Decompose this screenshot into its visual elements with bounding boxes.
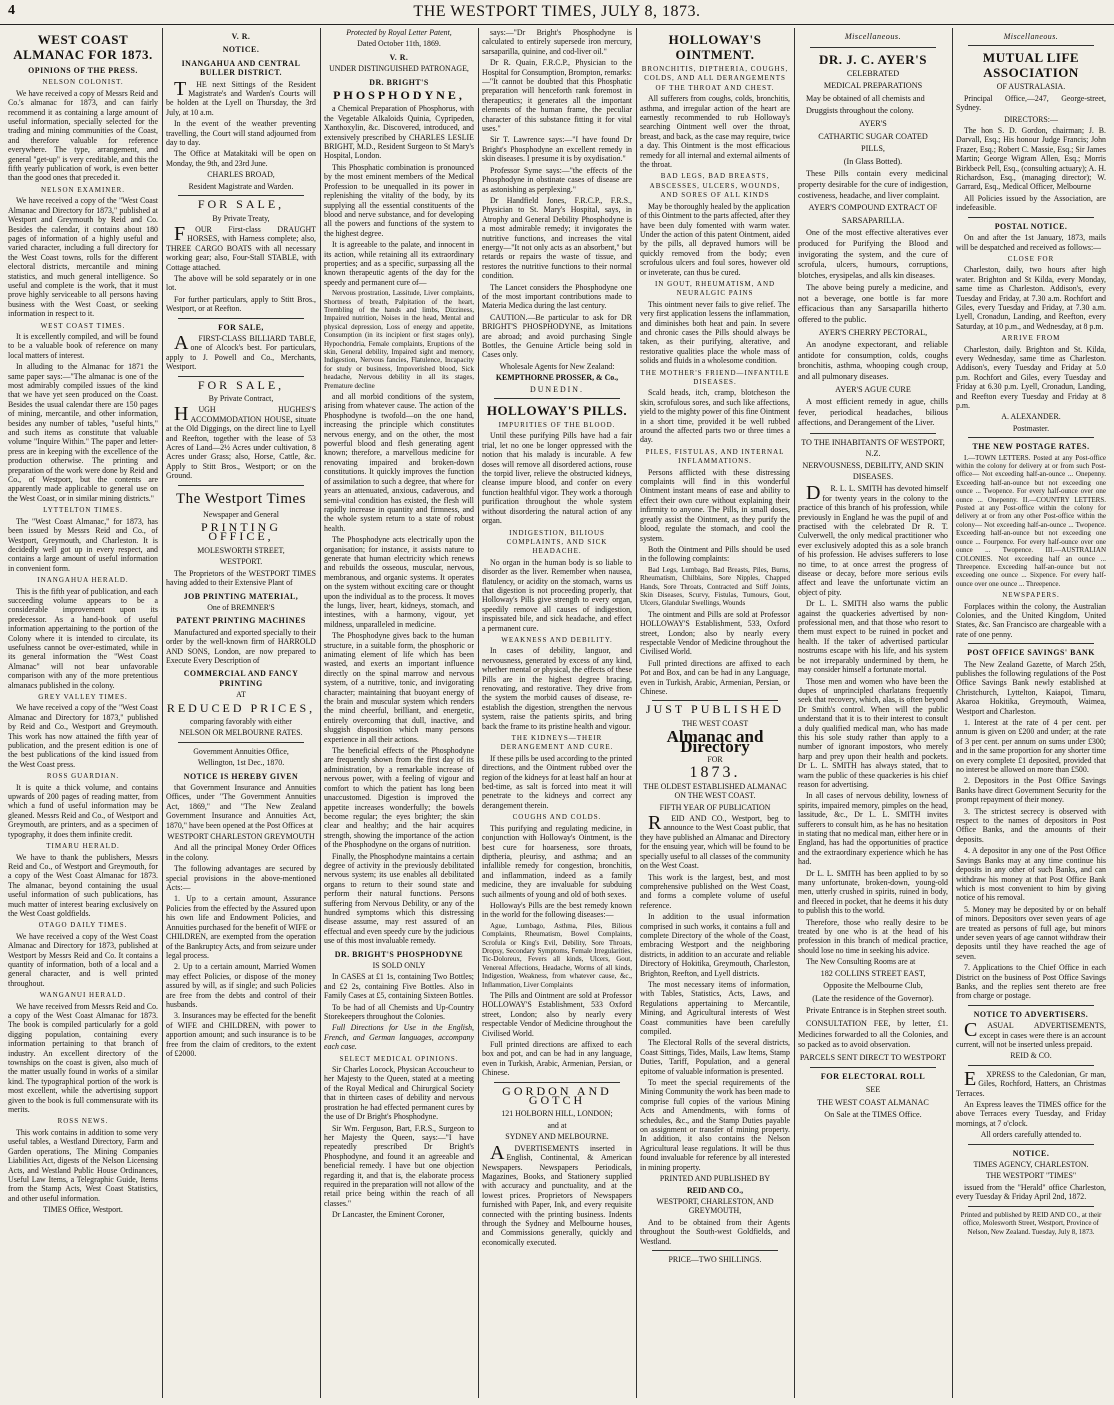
paragraph: In addition to the usual information comprised in such works, it contains a full and complete Directory of the whole of the Coast, embracing Westport and the neighboring districts, in addition to an accurate and reliable Directory of Hokitika, Greymouth, Charleston, Brighton, Reefton, and Lyell districts. — [640, 912, 790, 978]
paragraph: A most efficient remedy in ague, chills fever, periodical headaches, bilious affections, and Derangement of the Liver. — [798, 397, 948, 428]
paragraph: Scald heads, itch, cramp, blotcheson the skin, scrofulous sores, and such like affections, yield to the mighty power of this fine Ointment in a short time, provided it be well rubbed around the affected parts two or three times a day. — [640, 388, 790, 445]
paragraph: To meet the special requirements of the Mining Community the work has been made to comprise full copies of the various Mining Acts and Amendments, with forms of schedules, &c., and the Stamp Duties payable on assignment or transfer of mining property. In addition, it also contains the Nelson Agricultural lease regulations. It will be thus found invaluable for reference by all interested in mining property. — [640, 1078, 790, 1172]
paragraph: Sir T. Lawrence says:—"I have found Dr Bright's Phosphodyne an excellent remedy in skin diseases. I presume it is by oxydisation." — [482, 135, 632, 164]
paragraph: CASUAL ADVERTISEMENTS, except in cases were there is an account current, will not be inserted unless prepaid. — [956, 1019, 1106, 1049]
address: 121 HOLBORN HILL, LONDON; — [501, 1109, 613, 1119]
divider — [178, 742, 304, 743]
divider — [968, 1065, 1094, 1066]
divider — [178, 318, 304, 319]
divider — [810, 1067, 936, 1068]
for-sale-heading: FOR SALE, — [197, 377, 285, 392]
paragraph: If these pills be used according to the printed directions, and the Ointment rubbed over the region of the kidneys for at least half an hour at bed-time, as salt is forced into meat it will penetrate to the kidneys and correct any derangement therein. — [482, 753, 632, 810]
royal-cipher: V. R. — [389, 52, 409, 62]
text: On Sale at the TIMES Office. — [824, 1110, 922, 1120]
electoral-roll-heading: FOR ELECTORAL ROLL — [820, 1072, 926, 1082]
paragraph: Full Directions for Use in the English, French, and German languages, accompany each case. — [324, 1023, 474, 1052]
paragraph: 3. The strictest secrecy is observed with respect to the names of depositors in Post Office Banks, and the amounts of their deposits. — [956, 806, 1106, 844]
column-7 — [956, 28, 1106, 1398]
paragraph: The Proprietors of the WESTPORT TIMES having added to their Extensive Plant of — [166, 568, 316, 588]
paragraph: a Chemical Preparation of Phosphorus, with the Vegetable Alkaloids Quinia, Cypripeden, Xanthoxylin, &c. Discovered, introduced, and extensively prescribed by CHARLES LESLIE BRIGHT, M.D., Resident Surgeon to St Mary's Hospital, London. — [324, 104, 474, 161]
paragraph: And to be obtained from their Agents throughout the South-west Goldfields, and Westland. — [640, 1217, 790, 1246]
source-label: NELSON COLONIST. — [42, 78, 124, 87]
paragraph: The New Consulting Rooms are at — [806, 957, 916, 967]
machines-heading: PATENT PRINTING MACHINES — [176, 616, 306, 626]
signature: REID & CO. — [1010, 1051, 1052, 1061]
paragraph: EXPRESS to the Caledonian, Gr man, Giles, Rochford, Hatters, an Christmas Terraces. — [956, 1067, 1106, 1098]
paragraph: The Office at Matakitaki will be open on Monday, the 9th, and 23rd June. — [166, 149, 316, 168]
paragraph: May be obtained of all chemists and — [806, 93, 925, 103]
paragraph: Manufactured and exported specially to their order by the well-known firm of HARROLD AND SONS, London, are now prepared to Execute Every Description of — [166, 627, 316, 665]
patent-line: Protected by Royal Letter Patent, — [346, 28, 452, 37]
paragraph: AFIRST-CLASS BILLIARD TABLE, one of Alcock's best. For particulars, apply to J. Powell and Co., Merchants, Westport. — [166, 331, 316, 372]
divider — [810, 433, 936, 434]
paragraph: The New Zealand Gazette, of March 25th, publishes the following regulations of the Post Office Savings Bank newly established at Christchurch, Lyttelton, Kaiapoi, Timaru, Akaroa Hokitika, Greymouth, Waimea, Westport and Charleston. — [956, 659, 1106, 716]
notice-heading: NOTICE. — [222, 45, 260, 55]
paragraph: HUGH HUGHES'S ACCOMMODATION HOUSE, situate at the Old Diggings, on the direct line to Lyell and Reefton, together with the lease of 53 Acres of Land—2½ Acres under cultivation, 8 Acres under Grass; also, Horse, Cattle, &c. Apply to Stitt Bros., Westport; or on the Ground. — [166, 403, 316, 481]
disease-list: Ague, Lumbago, Asthma, Piles, Bilious Complaints, Rheumatism, Bowel Complaints, Scrofula or King's Evil, Debility, Sore Throats, Dropsy, Secondary Symptoms, Female Irregularities, Tic-Doloreux, Fevers all kinds, Ulcers, Gout, Venereal Affections, Headache, Worms of all kinds, Indigestion, Weakness, from whatever cause, &c., Inflammation, Liver Complaints — [482, 921, 632, 989]
paragraph: The Lancet considers the Phosphodyne one of the most important contributions made to Materia Medica during the last century. — [482, 282, 632, 311]
paragraph: This work is the largest, best, and most comprehensive published on the West Coast, and forms a complete volume of useful reference. — [640, 872, 790, 910]
paragraph: In cases of debility, languor, and nervousness, generated by excess of any kind, whether mental or physical, the effects of these Pills are in the highest degree bracing, renovating, and restorative. They drive from the system the morbid causes of disease, re-establish the digestion, strengthen the nervous system, raise the patients spirits, and bring back the frame to its pristine health and vigour. — [482, 646, 632, 731]
price: PRICE—TWO SHILLINGS. — [668, 1254, 762, 1264]
paragraph: We have received from Messrs Reid and Co. a copy of the West Coast Almanac for 1873. The book is compiled particularly for a gold digging population, containing every information pertaining to that branch of industry. An excellent directory of the townships on the coast is given, also much of the matter usually found in works of a similar kind. The typographical portion of the work is most excellent, while the advertising support given to the book is full commensurate with its merits. — [8, 1001, 158, 1115]
paragraph: For further particulars, apply to Stitt Bros., Westport, or at Reefton. — [166, 294, 316, 314]
paragraph: And all the principal Money Order Offices in the colony. — [166, 843, 316, 862]
paragraph: The following advantages are secured by special provisions in the above-mentioned Acts:— — [166, 864, 316, 893]
year: 1873. — [689, 764, 741, 782]
paragraph: The beneficial effects of the Phosphodyne are frequently shown from the first day of its administration, by a remarkable increase of nervous power, with a feeling of vigour and comfort to which the patient has long been unaccustomed. Digestion is improved the appetite increases wonderfully; the bowels become regular; the eyes brighter; the skin clear and healthy; and the hair acquires strength, showing the importance of the action of the Phosphodyne on the organs of nutrition. — [324, 746, 474, 850]
source-label: WANGANUI HERALD. — [39, 991, 127, 1000]
text: TIMES AGENCY, CHARLESTON. — [973, 1160, 1089, 1170]
paragraph: On and after the 1st January, 1873, mails will be despatched and received as follows:— — [956, 233, 1106, 252]
paragraph: The most necessary items of information, with Tables, Statistics, Acts, Laws, and Regulations appertaining to Mercantile, Mining, and Agricultural interests of West Coast communities have been carefully compiled. — [640, 979, 790, 1036]
paragraph: In the event of the weather preventing travelling, the Court will stand adjourned from day to day. — [166, 119, 316, 148]
text: AT — [236, 690, 246, 700]
paragraph: that Government Insurance and Annuities Offices, under "The Government Annuities Act, 1869," and "The New Zealand Government Insurance and Annuities Act, 1870," have been opened at the Post Offices at — [166, 783, 316, 830]
paragraph: We have to thank the publishers, Messrs Reid and Co., of Westport and Greymouth, for a copy of the West Coast Almanac for 1873. The almanac, beyond containing the usual useful information of such publications, has much matter of interest bearing exclusively on the West Coast goldfields. — [8, 852, 158, 918]
paragraph: 4. A depositor in any one of the Post Office Savings Banks may at any time continue his deposits in any other of such Banks, and can withdraw his money at that Post Office Bank which is most convenient to him by giving notice of his removal. — [956, 846, 1106, 903]
text: SARSAPARILLA. — [841, 215, 905, 225]
savings-bank-heading: POST OFFICE SAVINGS' BANK — [967, 648, 1095, 658]
divider — [968, 437, 1094, 438]
source-label: NELSON EXAMINER. — [40, 185, 126, 194]
opinions-heading: SELECT MEDICAL OPINIONS. — [339, 1054, 459, 1063]
almanac-heading: WEST COAST ALMANAC FOR 1873. — [13, 32, 153, 62]
source-label: OTAGO DAILY TIMES. — [38, 921, 128, 930]
text: CATHARTIC SUGAR COATED — [818, 131, 928, 141]
divider — [968, 1005, 1094, 1006]
product-heading: DR. BRIGHT'S PHOSPHODYNE — [334, 949, 464, 959]
paragraph: Holloway's Pills are the best remedy known in the world for the following diseases:— — [482, 900, 632, 920]
signature: A. ALEXANDER. — [1001, 412, 1061, 422]
just-published-heading: JUST PUBLISHED — [645, 702, 785, 717]
town: WESTPORT. — [219, 557, 263, 567]
paragraph: The Phosphodyne acts electrically upon the organisation; for instance, it assists nature to generate that human electricity which renews and rebuilds the osseous, muscular, nervous, membranous, and organic systems. It operates on the system without exciting care or thought upon the individual as to the process. It moves the lungs, liver, heart, kidneys, stomach, and intestines, with a harmony, vigour, yet mildness, unparalleled in medicine. — [324, 535, 474, 629]
paragraph: Finally, the Phosphodyne maintains a certain degree of activity in the previously debilitated nervous system; its use enables all debilitated organs to return to their sound state and perform their natural functions. Persons suffering from Nervous Debility, or any of the hundred symptoms which this distressing disease assume, may rest assured of an effectual and even speedy cure by the judicious use of this most invaluable remedy. — [324, 851, 474, 946]
section-heading: IMPURITIES OF THE BLOOD. — [498, 421, 616, 430]
paragraph: Dr L. L. SMITH has been applied to by so many unfortunate, broken-down, young-old men, utterly crushed in spirits, ruined in body, and fleeced in pocket, that he deems it his duty to publish this to the world. — [798, 868, 948, 916]
section-heading: NEWSPAPERS. — [1002, 591, 1060, 600]
text: Wholesale Agents for New Zealand: — [499, 361, 615, 371]
holloway-pills-heading: HOLLOWAY'S PILLS. — [486, 403, 628, 419]
subtitle: Newspaper and General — [203, 509, 279, 519]
paragraph: It is agreeable to the palate, and innocent in its action, while retaining all its extraordinary properties; and as a specific, surpassing all the known therapeutic agents of the day for the speedy and permanent cure of— — [324, 240, 474, 287]
text: THE WEST COAST — [681, 718, 749, 728]
text: THE WEST COAST ALMANAC — [817, 1097, 929, 1107]
column-6 — [798, 28, 948, 1398]
paragraph: ADVERTISEMENTS inserted in English, Continental, & American Newspapers. Newspapers Periodicals, Magazines, Books, and Stationery supplied with accuracy and punctuality, and at the lowest prices. Proprietors of Newspapers furnished with Paper, Ink, and every requisite connected with the printing business. Indents through the Sydney and Melbourne houses, and Commissions generally, quickly and economically executed. — [482, 1141, 632, 1247]
section-heading: INDIGESTION, BILIOUS COMPLAINTS, AND SICK HEADACHE. — [506, 528, 608, 556]
divider — [494, 1082, 620, 1083]
paragraph: Druggists throughout the colony. — [806, 106, 914, 116]
paragraph: An anodyne expectorant, and reliable antidote for consumption, colds, coughs bronchitis, asthma, whooping cough croup, and all pulmonary diseases. — [798, 340, 948, 382]
divider — [178, 376, 304, 377]
text: DIRECTORS:— — [1004, 114, 1058, 124]
signature-title: Postmaster. — [1012, 423, 1050, 433]
sale-type: By Private Treaty, — [212, 213, 270, 223]
text: NERVOUSNESS, DEBILITY, AND SKIN DISEASES. — [802, 461, 944, 481]
text: AYER'S — [859, 118, 887, 128]
section-heading: BRONCHITIS, DIPTHERIA, COUGHS, COLDS, AND ALL DERANGEMENTS OF THE THROAT AND CHEST. — [641, 65, 789, 92]
paragraph: The "West Coast Almanac," for 1873, has been issued by Messrs Reid and Co., of Westport, Greymouth, and Charleston. It is decidedly well got up in every respect, and contains a large amount of useful information in convenient form. — [8, 516, 158, 573]
paragraph: CONSULTATION FEE, by letter, £1. Medicines forwarded to all the Colonies, and so packed as to avoid observation. — [798, 1019, 948, 1050]
paragraph: says:—"Dr Bright's Phosphodyne is calculated to entirely supersede iron mercury, sarsaparilla, quinine, and cod-liver oil." — [482, 28, 632, 56]
ailment-list: Nervous prostration, Lassitude, Liver complaints, Shortness of breath, Palpitation of the heart, Trembling of the hands and limbs, Dizziness, Impaired nutrition, Noises in the head, Mental and physical depression, Loss of energy and appetite, Consumption (in its incipient or first stages only), Hypochondria, Female complaints, Eruptions of the skin, General debility, Impaired sight and memory, Indigestion, Nervous fancies, Flatulence, Incapacity for study or business, Impoverished blood, Sick headache, Nervous debility in all its stages, Premature decline — [324, 289, 474, 390]
text: THE OLDEST ESTABLISHED ALMANAC ON THE WEST COAST. — [643, 781, 787, 801]
divider — [968, 1144, 1094, 1145]
imprint: Printed and published by REID AND CO., at their office, Molesworth Street, Westport, Province of Nelson, New Zealand. Tuesday, July 8, 1873. — [960, 1210, 1102, 1236]
divider — [178, 485, 304, 486]
source-label: LYTTELTON TIMES. — [43, 506, 123, 515]
source-label: WEST COAST TIMES. — [40, 321, 126, 330]
paragraph: The Phosphodyne gives back to the human structure, in a suitable form, the phosphoric or animating element of life which has been wasted, and exerts an important influence directly on the spinal marrow and nervous system, of a nutritive, tonic, and invigorating character; maintaining that buoyant energy of the brain and muscular system which renders the mind cheerful, brilliant, and energetic, entirely overcoming that dull, inactive, and sluggish disposition which many persons experience in all their actions. — [324, 631, 474, 744]
paragraph: May be thoroughly healed by the application of this Ointment to the parts affected, after they have been duly fomented with warm water. Under the action of this patent Ointment, aided by the pills, all depraved humors will be quickly removed from the body; even scrofulous ulcers and foul sores, however old or inveterate, can thus be cured. — [640, 201, 790, 277]
column-rule — [320, 28, 321, 1398]
paragraph: Therefore, those who really desire to be treated by one who is at the head of his profession in this branch of medical practice, should lose no time in seeking his advice. — [798, 917, 948, 955]
column-rule — [952, 28, 953, 1398]
source-label: INANGAHUA HERALD. — [37, 576, 129, 585]
text: AYER'S CHERRY PECTORAL, — [818, 327, 928, 337]
paragraph: In all cases of nervous debility, lowness of spirits, impaired memory, pimples on the head, lassitude, &c., Dr L. L. SMITH invites sufferers to consult him, as he has no hesitation in stating that no medical man, either here or in England, has had the opportunities of practice and the extraordinary experience which he has had. — [798, 791, 948, 867]
postal-notice-heading: POSTAL NOTICE. — [994, 221, 1068, 231]
divider — [652, 700, 778, 701]
westport-times-title: The Westport Times — [175, 490, 307, 507]
newspaper-title: THE WESTPORT TIMES, JULY 8, 1873. — [413, 3, 701, 20]
paragraph: THE next Sittings of the Resident Magistrate's and Warden's Courts will be holden at the Lyell on Thursday, the 3rd July, at 10 a.m. — [166, 77, 316, 117]
paragraph: This purifying and regulating medicine, in conjunction with Holloway's Ointment, is the best cure for hoarseness, sore throats, diptheria, pleurisy, and asthma; and an infallible remedy for congestion, bronchitis, and inflammation, indeed as a family medicine, they are invaluable for subduing such ailments of young and old of both sexes. — [482, 823, 632, 899]
text: All orders carefully attended to. — [980, 1130, 1082, 1140]
ayer-heading: DR. J. C. AYER'S — [819, 51, 927, 67]
paragraph: An Express leaves the TIMES office for the above Terraces every Tuesday, and Friday mornings, at 7 o'clock. — [956, 1100, 1106, 1128]
paragraph: DR. L. L. SMITH has devoted himself for twenty years in the colony to the practice of this branch of his profession, while previously in England he was the pupil of and practised with the celebrated Dr R. T. Culverwell, the only medical practitioner who ever exclusively adopted this as a sole branch of his profession. He advises sufferers to lose no time, to at once arrest the progress of disease or decay, before more serious evils affect and leave the unfortunate victim an object of pity. — [798, 482, 948, 597]
divider — [494, 398, 620, 399]
text: and at — [547, 1120, 567, 1130]
text: (In Glass Botted). — [843, 156, 903, 166]
paragraph: and all morbid conditions of the system, arising from whatever cause. The action of the Phosphodyne is twofold—on the one hand, increasing the principle which constitutes nervous energy, and on the other, the most powerful blood and flesh generating agent known; therefore, a marvellous medicine for renovating impaired and broken-down constitutions. It quickly improves the function of assimilation to such a degree, that where for years an attenuated, anxious, cadaverous, and semi-vital condition has existed, the flesh will rapidly increase in quantity and firmness, and the whole system return to a state of robust health. — [324, 392, 474, 533]
towns: WESTPORT CHARLESTON GREYMOUTH — [167, 832, 315, 842]
paragraph: 2. Depositors in the Post Office Savings Banks have direct Government Security for the prompt repayment of their money. — [956, 776, 1106, 805]
paragraph: REID AND CO., Westport, beg to announce to the West Coast public, that they have published an Almanac and Directory for the ensuing year, which will be found to be specially useful to all classes of the community on the West Coast. — [640, 812, 790, 871]
paragraph: We have received a copy of the West Coast Almanac and Directory for 1873, published at Westport by Messrs Reid and Co. It contains a quantity of information, both of a local and a general character, and is well printed throughout. — [8, 931, 158, 988]
paragraph: One of the most effective alteratives ever produced for Purifying the Blood and invigorating the system, and the cure of scrofula, ulcers, humours, corruptions, blotches, erysipelas, and alls kin diseases. — [798, 228, 948, 280]
page-number: 4 — [8, 3, 15, 18]
paragraph: These Pills contain every medicinal property desirable for the cure of indigestion, costiveness, headache, and liver complaint. — [798, 169, 948, 200]
source-label: GREY VALLEY TIMES. — [38, 693, 128, 701]
list-item: 1. Up to a certain amount, Assurance Policies from the effected by the Assured upon his own life and Endowment Policies, and Annuities purchased for the benefit of WIFE or CHILDREN, are exempted from the operation of the Bankruptcy Acts, and from seizure under legal process. — [166, 894, 316, 960]
rates-list: I.—TOWN LETTERS. Posted at any Post-office within the colony for delivery at or from such Post-office— Not exceeding half-an-ounce ... Onepenny. Exceeding half-an-ounce but not exceeding one ounce ... Twopence. For every half-ounce over one ounce ... Onepenny. II.—COUNTRY LETTERS. Posted at any Post-office within the colony for delivery at or from any other Post-office within the colony— Not exceeding half-an-ounce ... Twopence. Exceeding half-an-ounce but not exceeding one ounce ... Fourpence. For every half-ounce over one ounce ... Twopence. III.—AUSTRALIAN COLONIES. Not exceeding half an ounce ... Threepence. Exceeding half-an-ounce but not exceeding one ounce ... Sixpence. For every half-ounce over one ounce ... Threepence. — [956, 453, 1106, 588]
text: CELEBRATED — [846, 68, 900, 78]
director-list: The hon S. D. Gordon, chairman; J. B. Darvall, Esq.; His honour Judge Francis; John Frazer, Esq.; Robert C. Massie, Esq.; Sir James Martin; George Wigram Allen, Esq.; Morris Birkbeck Pell, Esq., (consulting actuary); A. H. Richardson, Esq., (managing director); W. Garrard, Esq., Medical Officer, Melbourne — [956, 126, 1106, 192]
column-5 — [640, 28, 790, 1398]
advertisers-notice-heading: NOTICE TO ADVERTISERS. — [973, 1009, 1089, 1019]
patronage-line: UNDER DISTINGUISHED PATRONAGE, — [329, 64, 469, 74]
mutual-life-heading: MUTUAL LIFE ASSOCIATION — [982, 50, 1080, 81]
paragraph: To be had of all Chemists and Up-Country Storekeepers throughout the Colonies. — [324, 1002, 474, 1022]
paragraph: issued from the "Herald" office Charleston, every Tuesday & Friday April 2nd, 1872. — [956, 1182, 1106, 1202]
royal-cipher: V. R. — [231, 32, 251, 41]
office-footer: TIMES Office, Westport. — [43, 1205, 123, 1215]
miscellaneous-heading: Miscellaneous. — [844, 32, 902, 41]
paragraph: Dr Lancaster, the Eminent Coroner, — [332, 1210, 445, 1220]
gordon-gotch-heading: GORDON AND GOTCH — [502, 1083, 612, 1108]
section-heading: THE KIDNEYS—THEIR DERANGEMENT AND CURE. — [500, 734, 614, 752]
paragraph: Full printed directions are affixed to each Pot and Box, and can be had in any Language, even in Turkish, Arabic, Armenian, Persian, or Chinese. — [640, 658, 790, 696]
divider — [652, 1250, 778, 1251]
paragraph: 7. Applications to the Chief Office in each District on the business of Post Office Savings Banks, and the replies sent thereto are free from charge or postage. — [956, 963, 1106, 1001]
paragraph: 5. Money may be deposited by or on behalf of minors. Depositors over seven years of age are treated as persons of full age, but minors under seven years of age cannot withdraw their deposits until they have reached the age of seven. — [956, 904, 1106, 961]
paragraph: Full printed directions are affixed to each box and pot, and can be had in any language, even in Turkish, Arabic, Armenian, Persian, or Chinese. — [482, 1040, 632, 1078]
paragraph: In CASES at £1 1s, containing Two Bottles; and £2 2s, containing Five Bottles. Also in Family Cases at £5, containing Sixteen Bottles. — [324, 972, 474, 1001]
section-heading: PILES, FISTULAS, AND INTERNAL INFLAMMATIONS. — [645, 447, 785, 466]
product-heading: DR. BRIGHT'S — [369, 77, 429, 87]
street: MOLESWORTH STREET, — [197, 545, 285, 555]
paragraph: Dr Handfield Jones, F.R.C.P., F.R.S., Physician to St. Mary's Hospital, says, in Atrophy and General Debility Phosphodyne is a most admirable remedy; it invigorates the nutritive functions, and increases the vital energy—"It not only acts as an absorbent," but retards or repairs the waste of tissue, and restores the nutritive functions to their normal condition. — [482, 195, 632, 281]
notice-heading: NOTICE. — [1012, 1148, 1050, 1158]
paragraph: Persons afflicted with these distressing complaints will find in this wonderful Ointment instant means of ease and ability to effect their own cure without explaining their infirmity to anyone. The Pills, in small doses, greatly assist the Ointment, as they purify the blood, regulate the stomach, and cool the system. — [640, 467, 790, 543]
paragraph: We have received a copy of the "West Coast Almanac and Directory for 1873," published at Westport and Greymouth by Reid and Co. Besides the calendar, it contains about 180 pages of information of a highly useful and varied character, including a full directory for the West Coast towns, rolls for the different electoral districts, mercantile and mining statistics, and much general intelligence. So useful and complete is the work, that it must prove highly serviceable to all persons having business with the West Coast, or seeking information in respect to it. — [8, 196, 158, 319]
section-heading: CLOSE FOR — [1007, 254, 1055, 263]
section-heading: ARRIVE FROM — [1001, 334, 1061, 343]
column-rule — [636, 28, 637, 1398]
signature-title: Resident Magistrate and Warden. — [188, 181, 294, 191]
printing-heading: COMMERCIAL AND FANCY PRINTING — [183, 669, 299, 688]
district-heading: INANGAHUA AND CENTRAL BULLER DISTRICT. — [181, 58, 301, 78]
section-heading: IN GOUT, RHEUMATISM, AND NEURALGIC PAINS — [654, 279, 776, 298]
column-1 — [8, 28, 158, 1398]
divider — [178, 195, 304, 196]
text: FIFTH YEAR OF PUBLICATION — [659, 802, 771, 812]
section-heading: WEAKNESS AND DEBILITY. — [501, 635, 613, 644]
paragraph: Sir Wm. Ferguson, Bart, F.R.S., Surgeon to her Majesty the Queen, says:—"I have repeatedly prescribed Dr Bright's Phosphodyne, and found it an agreeable and beneficial remedy. I have but one objection regarding it, and that is, the elaborate process required in the preparation will not allow of the retail price being within the reach of all classes." — [324, 1123, 474, 1208]
paragraph: Until these purifying Pills have had a fair trial, let no one be longer oppressed with the notion that his malady is incurable. A few doses will remove all disordered actions, rouse the torpid liver, relieve the obstructed kidneys, cleanse impure blood, and confer on every function healthful vigor. They work a thorough purification throughout the whole system without disordering the natural action of any organ. — [482, 431, 632, 526]
agent-name: KEMPTHORNE PROSSER, & Co., — [495, 373, 619, 383]
paragraph: Dr L. L. SMITH also warns the public against the quackeries advertised by non-professional men, and that those who resort to them must expect to be ruined in pocket and health. If the taker of advertised particular nostrums escape with his life, and his system be not irreparably undermined by them, he may consider himself a fortunate mortal. — [798, 599, 948, 675]
notice-given-heading: NOTICE IS HEREBY GIVEN — [183, 771, 299, 781]
paragraph: Dr R. Quain, F.R.C.P., Physician to the Hospital for Consumption, Brompton, remarks:—"It cannot be doubted that this Phosphatic preparation will henceforth rank foremost in therapeutics; it generates all the important elements of the human frame, the peculiar character of this substance fitting it for vital uses." — [482, 58, 632, 134]
text: AYER'S AGUE CURE — [835, 384, 911, 394]
list-item: 2. Up to a certain amount, Married Women may effect Policies, or dispose of the money assured by will, as if single; and such Policies are free from the debts and control of their husbands. — [166, 962, 316, 1009]
town: DUNEDIN. — [530, 384, 584, 394]
text: comparing favorably with either — [190, 716, 292, 726]
section-heading: COUGHS AND COLDS. — [512, 813, 602, 822]
paragraph: Principal Office,—247, George-street, Sydney. — [956, 93, 1106, 113]
paragraph: This is the fifth year of publication, and each succeeding volume appears to be a considerable improvement upon its predecessor. As a hand-book of useful information appertaining to the portion of the Colony where it is intended to circulate, its usefulness cannot be over-estimated, while in its general information the "West Coast Almanac" will not bear unfavorable comparison with any of the more pretentious almanacs published in the colony. — [8, 586, 158, 690]
column-2 — [166, 28, 316, 1398]
text: TO THE INHABITANTS OF WESTPORT, N.Z. — [801, 438, 945, 458]
printing-office-heading: PRINTING OFFICE, — [201, 520, 281, 544]
text: OF AUSTRALASIA. — [996, 82, 1066, 92]
paragraph: The above will be sold separately or in one lot. — [166, 273, 316, 293]
source-label: ROSS GUARDIAN. — [46, 772, 120, 781]
paragraph: This work contains in addition to some very useful tables, a Westland Directory, Farm and Garden operations, The Mining Companies Liabilities Act, digests of the Nelson Licensing Acts, and Westland Public House Ordinances, Useful Law Items, a Telegraphic Guide, Items from the Stamp Acts, West Coast Statistics, and other useful information. — [8, 1127, 158, 1203]
miscellaneous-heading: Miscellaneous. — [1003, 32, 1059, 41]
text: PILLS, — [861, 144, 885, 154]
paragraph: Professor Syme says:—"the effects of the Phosphodyne in obstinate cases of disease are as astonishing as perplexing." — [482, 165, 632, 194]
paragraph: 1. Interest at the rate of 4 per cent. per annum is given on £200 and under; at the rate of 3 per cent. per annum on sums under £300; and in the same proportion for any shorter time on every complete £1 deposited, provided that no interest be allowed on more than £500. — [956, 718, 1106, 775]
paragraph: Charleston, daily. Brighton and St. Kilda, every Wednesday, same time as Charleston. Addison's, every Tuesday and Friday at 5.0 p.m. Rochfort and Giles, every Tuesday and Friday at 6.30 p.m. Lyell, Cronadun, Landing, and Reefton every Tuesday and Friday at 8 p.m. — [956, 344, 1106, 410]
text: NELSON OR MELBOURNE RATES. — [179, 728, 303, 738]
paragraph: The Pills and Ointment are sold at Professor HOLLOWAY'S Establishment, 533 Oxford street, London; also by nearly every respectable Vendor of Medicine throughout the Civilised World. — [482, 991, 632, 1038]
press-opinions-heading: OPINIONS OF THE PRESS. — [28, 66, 138, 75]
date: Dated October 11th, 1869. — [357, 39, 441, 49]
paragraph: CAUTION.—Be particular to ask for DR BRIGHT'S PHOSPHODYNE, as Imitations are abroad; and avoid purchasing Single Bottles, the Genuine Article being sold in Cases only. — [482, 312, 632, 360]
paragraph: Both the Ointment and Pills should be used in the following complaints: — [640, 544, 790, 564]
column-4 — [482, 28, 632, 1398]
paragraph: Sir Charles Locock, Physican Accoucheur to her Majesty to the Queen, stated at a meeting of the Royal Medical and Chirurgical Society that in thirteen cases of debility and nervous prostration he had effected permanent cures by the use of Dr Bright's Phosphodyne. — [324, 1065, 474, 1122]
address: SYDNEY AND MELBOURNE. — [505, 1132, 609, 1142]
text: THE WESTPORT "TIMES" — [985, 1171, 1077, 1181]
masthead — [0, 0, 1114, 25]
text: MEDICAL PREPARATIONS — [823, 81, 923, 91]
sale-type: By Private Contract, — [208, 394, 274, 403]
prices-heading: REDUCED PRICES, — [166, 700, 316, 715]
text: (Late the residence of the Governor). — [812, 993, 934, 1003]
text: Opposite the Melbourne Club, — [823, 981, 923, 991]
job-printing-heading: JOB PRINTING MATERIAL, — [183, 591, 299, 601]
date: Wellington, 1st Dec., 1870. — [197, 758, 285, 768]
paragraph: It is quite a thick volume, and contains upwards of 200 pages of reading matter, from which a fund of useful information may be gleaned. Messrs Reid and Co., of Westport and Greymouth, are printers, and as a specimen of typography, it does them infinite credit. — [8, 782, 158, 839]
paragraph: In alluding to the Almanac for 1871 the same paper says:—"The almanac is one of the most admirably compiled issues of the kind that we have yet seen produced on the Coast. Besides the usual calendar there are 150 pages of mining, mercantile, and other information, besides any number of tables, "useful hints," and such items as constitute that valuable volume "Inquire Within." The paper and letter-press are in keeping with the excellence of the production otherwise. The printing and preparation of the work were done by Reid and Co., of Westport, but the contents are apparently made applicable to general use on the West Coast, or in similar mining districts." — [8, 362, 158, 503]
paragraph: All sufferers from coughs, colds, bronchitis, asthma, and irregular action of the heart are earnestly recommended to rub Holloway's searching Ointment well over the throat, breast, and back, as the case may require, twice a day. This Ointment is the most efficacious remedy for all internal and external ailments of the throat. — [640, 94, 790, 170]
holloway-ointment-heading: HOLLOWAY'S OINTMENT. — [668, 32, 762, 62]
for-sale-heading: FOR SALE, — [197, 197, 285, 212]
phosphodyne-heading: PHOSPHODYNE, — [333, 88, 465, 103]
text: SEE — [865, 1085, 881, 1095]
divider — [968, 45, 1094, 46]
paragraph: No organ in the human body is so liable to disorder as the liver. Remember when nausea, flatulency, or acidity on the stomach, warns us that digestion is not proceeding properly, that Holloway's Pills give strength to every organ, speedily remove all causes of indigestion, inspissated bile, and sick headache, and effect a permanent cure. — [482, 557, 632, 633]
column-rule — [162, 28, 163, 1398]
column-rule — [794, 28, 795, 1398]
paragraph: Those men and women who have been the dupes of unprincipled charlatans frequently seek that recovery, which, alas, is often beyond Dr Smith's control. When will the public understand that it is to their interest to consult a duly qualified medical man, who has made this his sole study rather than apply to a number of ignorant impostors, who merely harp and prey upon their health and pockets. Dr L. L. SMITH has always stated, that to warn the public of these quackeries is his chief reason for advertising. — [798, 676, 948, 789]
address: 182 COLLINS STREET EAST, — [820, 968, 926, 978]
paragraph: We have received a copy of Messrs Reid and Co.'s almanac for 1873, and can fairly recommend it as containing a large amount of useful information, specially selected for the trading and mining communities of the Coast, and therefore valuable for reference everywhere. The type, arrangement, and general "get-up" is very creditable, and this the fifth yearly publication of work, is even better than the good ones that preceded it. — [8, 88, 158, 183]
divider — [968, 217, 1094, 218]
text: AYER'S COMPOUND EXTRACT OF — [808, 203, 938, 213]
postage-rates-heading: THE NEW POSTAGE RATES. — [972, 442, 1090, 452]
divider — [968, 643, 1094, 644]
text: One of BREMNER'S — [207, 602, 275, 612]
paragraph: The above being purely a medicine, and not a beverage, one bottle is far more efficacious than any Sarsaparilla hitherto offered to the public. — [798, 283, 948, 325]
paragraph: It is excellently compiled, and will be found to be a valuable book of reference on many local matters of interest. — [8, 331, 158, 360]
signature: CHARLES BROAD, — [207, 170, 275, 180]
for-sale-heading: FOR SALE, — [218, 322, 264, 332]
complaint-list: Bad Legs, Lumbago, Bad Breasts, Piles, Burns, Rheumatism, Chilblains, Sore Nipples, Chapped Hands, Sore Throats, Contracted and Stiff Joints, Skin Diseases, Scurvy, Fistulas, Tumours, Gout, Ulcers, Glandular Swellings, Wounds — [640, 565, 790, 608]
paragraph: Charleston, daily, two hours after high water. Brighton and St Kilda, every Monday, same time as Charleston. Addison's, every Tuesday and Friday, at 7.30 a.m. Rochfort and Giles, every Tuesday and Friday, at 7.30 a.m. Lyell, Cronadun, Landing, and Reefton, every Saturday, at 10 p.m., and Wednesday, at 8 p.m. — [956, 265, 1106, 331]
text: FOR — [707, 755, 723, 765]
text: PARCELS SENT DIRECT TO WESTPORT — [799, 1052, 947, 1062]
paragraph: Private Entrance is in Stephen street south. — [806, 1006, 947, 1016]
paragraph: FOUR First-class DRAUGHT HORSES, with Harness complete; also, THREE CARGO BOATS with all necessary working gear; also, Four-Stall STABLE, with Cottage attached. — [166, 222, 316, 272]
divider — [968, 1206, 1094, 1207]
almanac-title: Almanac and Directory — [666, 727, 764, 756]
text: WESTPORT, CHARLESTON, AND GREYMOUTH, — [656, 1196, 774, 1216]
list-item: 3. Insurances may be effected for the benefit of WIFE and CHILDREN, with power to apportion amount; and such insurance is to be free from the claim of creditors, to the extent of £2000. — [166, 1011, 316, 1058]
text: PRINTED AND PUBLISHED BY — [659, 1174, 771, 1184]
paragraph: This ointment never fails to give relief. The very first application lessens the inflammation, and diminishes both heat and pain. In severe and chronic cases the Pills should always be taken, as their purifying, alterative, and restorative qualities place the whole mass of solids and fluids in a wholesome condition. — [640, 299, 790, 366]
source-label: ROSS NEWS. — [57, 1117, 109, 1126]
paragraph: We have received a copy of the "West Coast Almanac and Directory for 1873," published by Reid and Co., Westport and Greymouth. This work has now attained the fifth year of publication, and the present edition is one of the best publications of the kind issued from the West Coast press. — [8, 703, 158, 769]
paragraph: Forplaces within the colony, the Australian Colonies, and the United Kingdom, United States, &c. San Francisco are chargeable with a rate of one penny. — [956, 601, 1106, 639]
column-3 — [324, 28, 474, 1398]
paragraph: The Electoral Rolls of the several districts, Coast Sittings, Tides, Mails, Law Items, Stamp Duties, Tariff, Population, and a general epitome of valuable information is presented. — [640, 1038, 790, 1076]
paragraph: This Phosphatic combination is pronounced by the most eminent members of the Medical Profession to be unequalled in its power in replenishing the vitality of the body, by its supplying all the essential constituents of the blood and nerve substance, and for developing all the powers and functions of the system to the highest degree. — [324, 162, 474, 238]
text: IS SOLD ONLY — [372, 961, 426, 970]
publisher: REID AND CO., — [686, 1185, 744, 1195]
section-heading: THE MOTHER'S FRIEND—INFANTILE DISEASES. — [640, 368, 790, 386]
column-rule — [478, 28, 479, 1398]
paragraph: The ointment and Pills are sold at Professor HOLLOWAY'S Establishment, 533, Oxford street, London; also by nearly every respectable Vendor of Medicine throughout the Civilised World. — [640, 609, 790, 657]
source-label: TIMARU HERALD. — [46, 842, 120, 851]
section-heading: BAD LEGS, BAD BREASTS, ABSCESSES, ULCERS, WOUNDS, AND SORES OF ALL KINDS — [649, 172, 781, 200]
divider — [810, 47, 936, 48]
paragraph: All Policies issued by the Association, are indefeasible. — [956, 193, 1106, 213]
office-name: Government Annuities Office, — [193, 746, 289, 756]
